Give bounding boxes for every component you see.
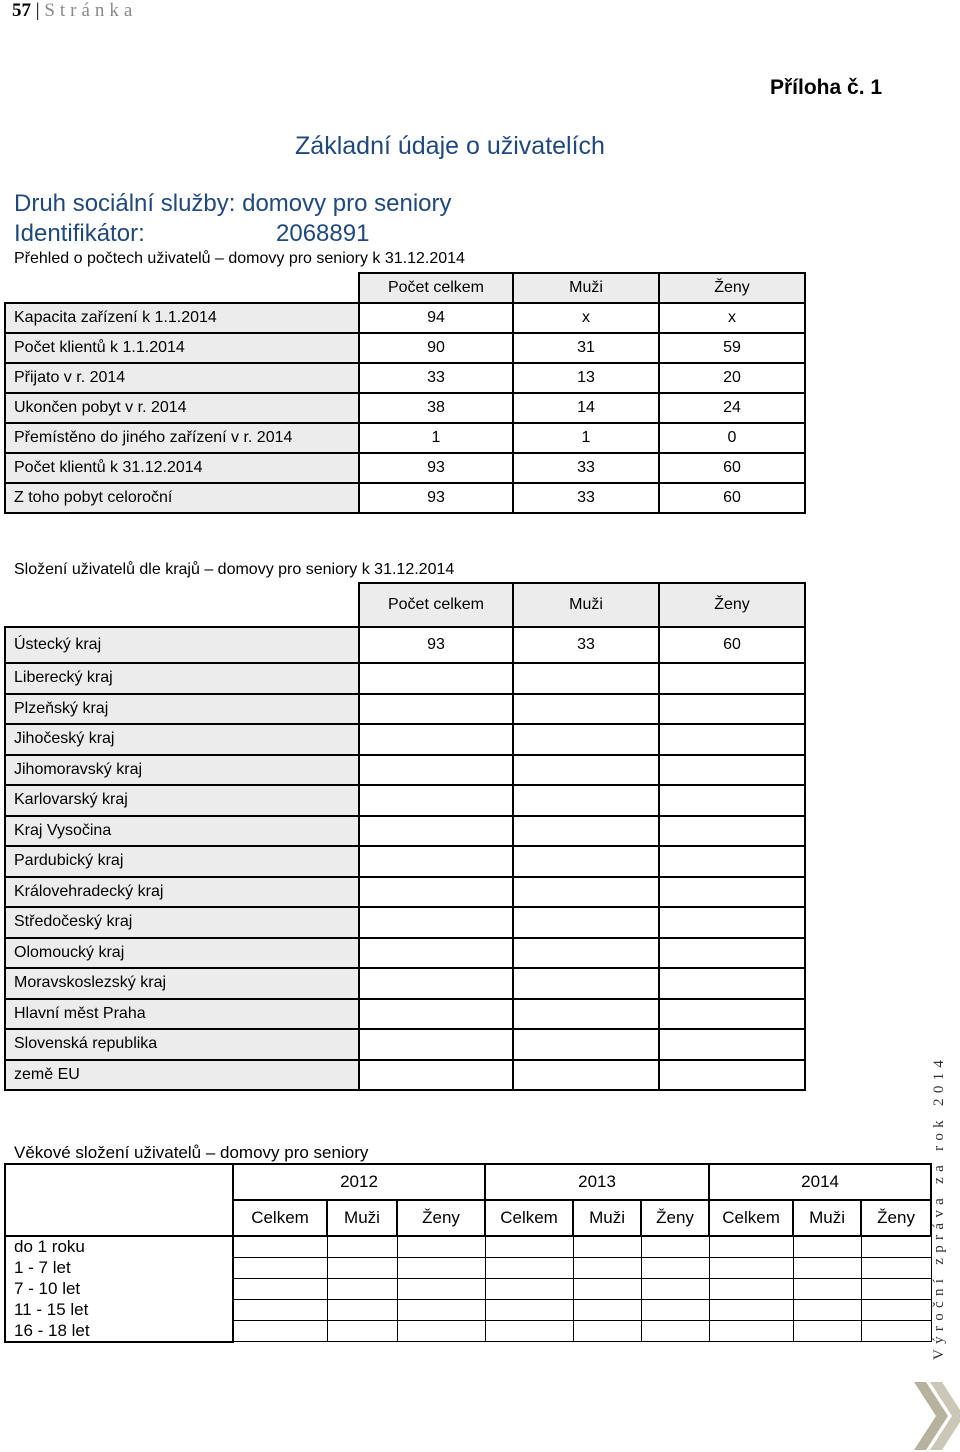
cell-total bbox=[359, 968, 513, 999]
overview-header-row bbox=[5, 273, 805, 303]
table-row bbox=[5, 877, 805, 908]
overview-header-empty bbox=[5, 273, 359, 303]
page-title: Základní údaje o uživatelích bbox=[295, 132, 605, 160]
cell-total: 94 bbox=[359, 303, 513, 333]
row-label: Přemístěno do jiného zařízení v r. 2014 bbox=[5, 423, 359, 453]
cell-men bbox=[513, 968, 659, 999]
cell-men bbox=[513, 663, 659, 694]
cell-men: 33 bbox=[513, 627, 659, 663]
cell-total bbox=[359, 1029, 513, 1060]
age-row-label: 16 - 18 let bbox=[5, 1321, 233, 1342]
age-cell bbox=[709, 1300, 793, 1321]
cell-men bbox=[513, 816, 659, 847]
cell-total bbox=[359, 938, 513, 969]
age-cell bbox=[709, 1279, 793, 1300]
header-men: Muži bbox=[513, 583, 659, 627]
cell-women bbox=[659, 968, 805, 999]
age-row-label: 7 - 10 let bbox=[5, 1279, 233, 1300]
table-row bbox=[5, 1029, 805, 1060]
cell-women bbox=[659, 694, 805, 725]
cell-total bbox=[359, 785, 513, 816]
identifier-label: Identifikátor: bbox=[14, 220, 145, 247]
table-row bbox=[5, 363, 805, 393]
age-subheader: Celkem bbox=[485, 1200, 573, 1236]
region-label: Liberecký kraj bbox=[5, 663, 359, 694]
region-label: Plzeňský kraj bbox=[5, 694, 359, 725]
cell-total bbox=[359, 907, 513, 938]
cell-men bbox=[513, 907, 659, 938]
cell-total: 93 bbox=[359, 483, 513, 513]
page-separator: | bbox=[35, 0, 40, 21]
cell-total: 90 bbox=[359, 333, 513, 363]
cell-total: 1 bbox=[359, 423, 513, 453]
age-cell bbox=[485, 1279, 573, 1300]
age-cell bbox=[641, 1258, 709, 1279]
region-label: Jihomoravský kraj bbox=[5, 755, 359, 786]
cell-total: 93 bbox=[359, 627, 513, 663]
cell-women: 59 bbox=[659, 333, 805, 363]
cell-men bbox=[513, 846, 659, 877]
side-text: Výroční zpráva za rok 2014 bbox=[931, 1054, 947, 1360]
cell-women: 60 bbox=[659, 627, 805, 663]
age-row-label: do 1 roku bbox=[5, 1236, 233, 1258]
cell-men: 33 bbox=[513, 483, 659, 513]
table-row bbox=[5, 627, 805, 663]
cell-total bbox=[359, 724, 513, 755]
cell-total: 93 bbox=[359, 453, 513, 483]
age-subheader: Muži bbox=[793, 1200, 861, 1236]
table-row bbox=[5, 303, 805, 333]
cell-men bbox=[513, 1029, 659, 1060]
age-cell bbox=[485, 1321, 573, 1342]
age-subheader: Celkem bbox=[233, 1200, 327, 1236]
page-word: Stránka bbox=[44, 0, 138, 21]
table-row bbox=[5, 333, 805, 363]
cell-women bbox=[659, 877, 805, 908]
cell-men: 13 bbox=[513, 363, 659, 393]
header-women: Ženy bbox=[659, 583, 805, 627]
table-row bbox=[5, 1236, 931, 1258]
cell-men bbox=[513, 785, 659, 816]
cell-women bbox=[659, 1029, 805, 1060]
cell-men bbox=[513, 755, 659, 786]
header-total: Počet celkem bbox=[359, 273, 513, 303]
cell-total bbox=[359, 694, 513, 725]
age-subheader: Ženy bbox=[397, 1200, 485, 1236]
cell-men: 31 bbox=[513, 333, 659, 363]
age-subheader: Ženy bbox=[641, 1200, 709, 1236]
age-cell bbox=[233, 1321, 327, 1342]
age-cell bbox=[327, 1258, 397, 1279]
region-label: Královehradecký kraj bbox=[5, 877, 359, 908]
cell-women bbox=[659, 999, 805, 1030]
age-cell bbox=[397, 1321, 485, 1342]
region-label: Jihočeský kraj bbox=[5, 724, 359, 755]
age-cell bbox=[641, 1321, 709, 1342]
region-label: Středočeský kraj bbox=[5, 907, 359, 938]
table-row bbox=[5, 724, 805, 755]
page-number-value: 57 bbox=[12, 0, 31, 21]
row-label: Počet klientů k 1.1.2014 bbox=[5, 333, 359, 363]
region-label: Moravskoslezský kraj bbox=[5, 968, 359, 999]
cell-women bbox=[659, 938, 805, 969]
cell-total bbox=[359, 999, 513, 1030]
regions-header-row bbox=[5, 583, 805, 627]
cell-women bbox=[659, 663, 805, 694]
age-subheader: Ženy bbox=[861, 1200, 931, 1236]
table-row bbox=[5, 816, 805, 847]
age-cell bbox=[793, 1321, 861, 1342]
overview-table bbox=[4, 272, 806, 514]
regions-header-empty bbox=[5, 583, 359, 627]
table-row bbox=[5, 846, 805, 877]
age-subheader: Celkem bbox=[709, 1200, 793, 1236]
region-label: Kraj Vysočina bbox=[5, 816, 359, 847]
cell-women bbox=[659, 907, 805, 938]
regions-caption: Složení uživatelů dle krajů – domovy pro seniory k 31.12.2014 bbox=[14, 561, 455, 578]
cell-men: 1 bbox=[513, 423, 659, 453]
table-row bbox=[5, 423, 805, 453]
region-label: Karlovarský kraj bbox=[5, 785, 359, 816]
cell-women bbox=[659, 846, 805, 877]
cell-men bbox=[513, 694, 659, 725]
chevron-logo-icon bbox=[912, 1380, 960, 1452]
age-cell bbox=[573, 1236, 641, 1258]
cell-total bbox=[359, 846, 513, 877]
age-cell bbox=[641, 1300, 709, 1321]
age-cell bbox=[233, 1300, 327, 1321]
age-cell bbox=[327, 1236, 397, 1258]
age-cell bbox=[327, 1279, 397, 1300]
age-cell bbox=[793, 1236, 861, 1258]
cell-men bbox=[513, 724, 659, 755]
age-cell bbox=[485, 1258, 573, 1279]
service-type-heading: Druh sociální služby: domovy pro seniory bbox=[14, 190, 452, 217]
cell-women: 0 bbox=[659, 423, 805, 453]
cell-total bbox=[359, 816, 513, 847]
table-row bbox=[5, 393, 805, 423]
age-cell bbox=[709, 1321, 793, 1342]
cell-men bbox=[513, 877, 659, 908]
table-row bbox=[5, 1300, 931, 1321]
cell-women: 20 bbox=[659, 363, 805, 393]
cell-total bbox=[359, 1060, 513, 1091]
table-row bbox=[5, 907, 805, 938]
cell-women bbox=[659, 816, 805, 847]
cell-women: 60 bbox=[659, 483, 805, 513]
row-label: Kapacita zařízení k 1.1.2014 bbox=[5, 303, 359, 333]
header-men: Muži bbox=[513, 273, 659, 303]
year-2012: 2012 bbox=[233, 1164, 485, 1200]
cell-men bbox=[513, 999, 659, 1030]
table-row bbox=[5, 968, 805, 999]
cell-women bbox=[659, 755, 805, 786]
annual-report-side-text bbox=[916, 1030, 946, 1360]
age-cell bbox=[327, 1321, 397, 1342]
table-row bbox=[5, 1060, 805, 1091]
age-cell bbox=[397, 1258, 485, 1279]
cell-men bbox=[513, 1060, 659, 1091]
header-women: Ženy bbox=[659, 273, 805, 303]
age-cell bbox=[485, 1236, 573, 1258]
age-cell bbox=[709, 1258, 793, 1279]
cell-total: 33 bbox=[359, 363, 513, 393]
year-2013: 2013 bbox=[485, 1164, 709, 1200]
cell-women bbox=[659, 1060, 805, 1091]
age-year-row bbox=[5, 1164, 931, 1200]
identifier-value: 2068891 bbox=[276, 220, 370, 247]
table-row bbox=[5, 663, 805, 694]
table-row bbox=[5, 999, 805, 1030]
table-row bbox=[5, 1321, 931, 1342]
region-label: země EU bbox=[5, 1060, 359, 1091]
age-header-empty bbox=[5, 1164, 233, 1236]
table-row bbox=[5, 938, 805, 969]
regions-table bbox=[4, 582, 806, 1091]
identifier-heading bbox=[14, 220, 370, 248]
cell-women: 24 bbox=[659, 393, 805, 423]
cell-total bbox=[359, 877, 513, 908]
age-table bbox=[4, 1163, 932, 1343]
age-cell bbox=[327, 1300, 397, 1321]
region-label: Pardubický kraj bbox=[5, 846, 359, 877]
row-label: Ukončen pobyt v r. 2014 bbox=[5, 393, 359, 423]
age-cell bbox=[397, 1300, 485, 1321]
age-row-label: 11 - 15 let bbox=[5, 1300, 233, 1321]
table-row bbox=[5, 1279, 931, 1300]
age-subheader: Muži bbox=[573, 1200, 641, 1236]
age-cell bbox=[573, 1300, 641, 1321]
table-row bbox=[5, 755, 805, 786]
row-label: Přijato v r. 2014 bbox=[5, 363, 359, 393]
region-label: Slovenská republika bbox=[5, 1029, 359, 1060]
table-row bbox=[5, 1258, 931, 1279]
overview-caption: Přehled o počtech uživatelů – domovy pro seniory k 31.12.2014 bbox=[14, 250, 465, 267]
cell-total bbox=[359, 755, 513, 786]
cell-men bbox=[513, 938, 659, 969]
age-cell bbox=[233, 1258, 327, 1279]
age-cell bbox=[233, 1236, 327, 1258]
age-cell bbox=[573, 1321, 641, 1342]
age-caption: Věkové složení uživatelů – domovy pro seniory bbox=[14, 1143, 369, 1162]
cell-men: 33 bbox=[513, 453, 659, 483]
age-cell bbox=[793, 1300, 861, 1321]
header-total: Počet celkem bbox=[359, 583, 513, 627]
region-label: Olomoucký kraj bbox=[5, 938, 359, 969]
year-2014: 2014 bbox=[709, 1164, 931, 1200]
age-subheader: Muži bbox=[327, 1200, 397, 1236]
age-cell bbox=[709, 1236, 793, 1258]
cell-total bbox=[359, 663, 513, 694]
age-cell bbox=[793, 1258, 861, 1279]
region-label: Ústecký kraj bbox=[5, 627, 359, 663]
age-cell bbox=[485, 1300, 573, 1321]
age-cell bbox=[397, 1279, 485, 1300]
cell-women: 60 bbox=[659, 453, 805, 483]
cell-total: 38 bbox=[359, 393, 513, 423]
age-cell bbox=[793, 1279, 861, 1300]
cell-women: x bbox=[659, 303, 805, 333]
table-row bbox=[5, 483, 805, 513]
region-label: Hlavní měst Praha bbox=[5, 999, 359, 1030]
age-cell bbox=[233, 1279, 327, 1300]
cell-women bbox=[659, 724, 805, 755]
age-row-label: 1 - 7 let bbox=[5, 1258, 233, 1279]
table-row bbox=[5, 785, 805, 816]
age-cell bbox=[397, 1236, 485, 1258]
age-cell bbox=[573, 1258, 641, 1279]
table-row bbox=[5, 694, 805, 725]
table-row bbox=[5, 453, 805, 483]
cell-women bbox=[659, 785, 805, 816]
annex-label: Příloha č. 1 bbox=[770, 76, 883, 99]
age-cell bbox=[641, 1279, 709, 1300]
age-cell bbox=[573, 1279, 641, 1300]
cell-men: x bbox=[513, 303, 659, 333]
page-number bbox=[12, 0, 137, 22]
row-label: Z toho pobyt celoroční bbox=[5, 483, 359, 513]
cell-men: 14 bbox=[513, 393, 659, 423]
age-cell bbox=[641, 1236, 709, 1258]
row-label: Počet klientů k 31.12.2014 bbox=[5, 453, 359, 483]
